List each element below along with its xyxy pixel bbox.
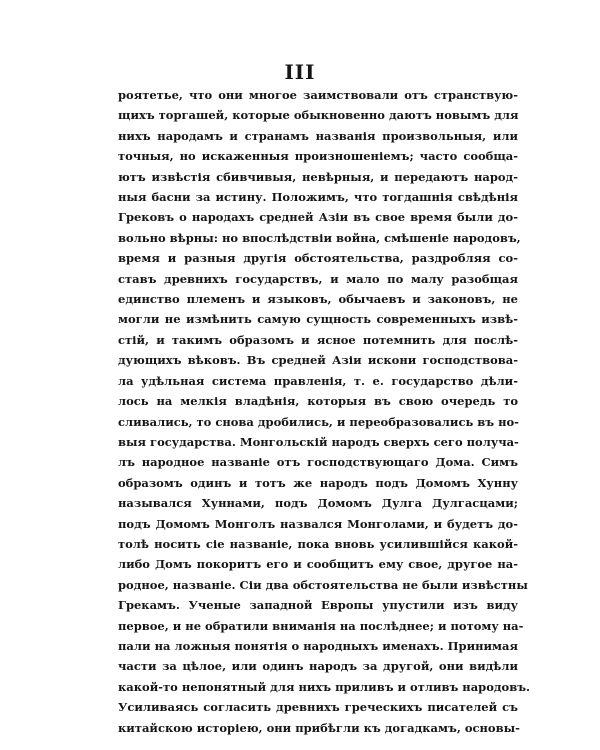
text-line: щихъ торгашей, которые обыкновенно даютъ новымъ для — [118, 108, 519, 123]
page-number: III — [284, 60, 316, 84]
text-line: точныя, но искаженныя произношеніемъ; часто сообща- — [118, 149, 518, 164]
text-line: сливались, то снова дробились, и переобразовались въ но- — [118, 414, 519, 429]
text-line: дующихъ вѣковъ. Въ средней Азіи искони господствова- — [118, 353, 518, 368]
text-line: могли не измѣнить самую сущность современныхъ извѣ- — [118, 312, 518, 327]
text-line: пали на ложныя понятія о народныхъ именахъ. Принимая — [118, 638, 518, 653]
text-line: стій, и такимъ образомъ и ясное потемнить для послѣ- — [118, 332, 518, 347]
text-line: Грековъ о народахъ средней Азіи въ свое время были до- — [118, 210, 518, 225]
text-line: толѣ носить сіе названіе, пока вновь усилившійся какой- — [118, 536, 518, 551]
body-text — [118, 85, 531, 738]
text-line: первое, и не обратили вниманія на послѣднее; и потому на- — [118, 618, 524, 633]
text-line: части за цѣлое, или одинъ народъ за другой, они видѣли — [118, 659, 518, 674]
text-line: ла удѣльная система правленія, т. е. государство дѣли- — [118, 373, 518, 388]
text-line: ныя басни за истину. Положимъ, что тогдашнія свѣдѣнія — [118, 190, 518, 205]
text-line: либо Домъ покоритъ его и сообщитъ ему свое, другое на- — [118, 557, 518, 572]
text-line: Усиливаясь согласить древнихъ греческихъ писателей съ — [118, 700, 518, 715]
text-line: лось на мелкія владѣнія, которыя въ свою очередь то — [118, 394, 518, 409]
text-line: китайскою исторіею, они прибѣгли къ догадкамъ, основы- — [118, 720, 520, 735]
text-line: нихъ народамъ и странамъ названія произвольныя, или — [118, 128, 518, 143]
text-line: назывался Хуннами, подъ Домомъ Дулга Дулгасцами; — [118, 496, 518, 511]
text-line: подъ Домомъ Монголъ назвался Монголами, и будетъ до- — [118, 516, 518, 531]
text-line: Грекамъ. Ученые западной Европы упустили изъ виду — [118, 598, 518, 613]
text-line: родное, названіе. Сіи два обстоятельства не были извѣстны — [118, 577, 528, 592]
text-line: время и разныя другія обстоятельства, раздробляя со- — [118, 251, 518, 266]
text-line: образомъ одинъ и тотъ же народъ подъ Домомъ Хунну — [118, 475, 518, 490]
text-line: единство племенъ и языковъ, обычаевъ и законовъ, не — [118, 292, 518, 307]
text-line: ставъ древнихъ государствъ, и мало по малу разобщая — [118, 271, 518, 286]
text-line: лъ народное названіе отъ господствующаго Дома. Симъ — [118, 455, 518, 470]
text-line: ютъ извѣстія сбивчивыя, невѣрныя, и передаютъ народ- — [118, 169, 518, 184]
text-line: выя государства. Монгольскій народъ сверхъ сего получа- — [118, 434, 519, 449]
text-line: какой-то непонятный для нихъ приливъ и отливъ народовъ. — [118, 679, 531, 694]
text-line: вольно вѣрны: но впослѣдствіи война, смѣшеніе народовъ, — [118, 230, 521, 245]
text-line: роятетье, что они многое заимствовали отъ странствую- — [118, 88, 518, 102]
